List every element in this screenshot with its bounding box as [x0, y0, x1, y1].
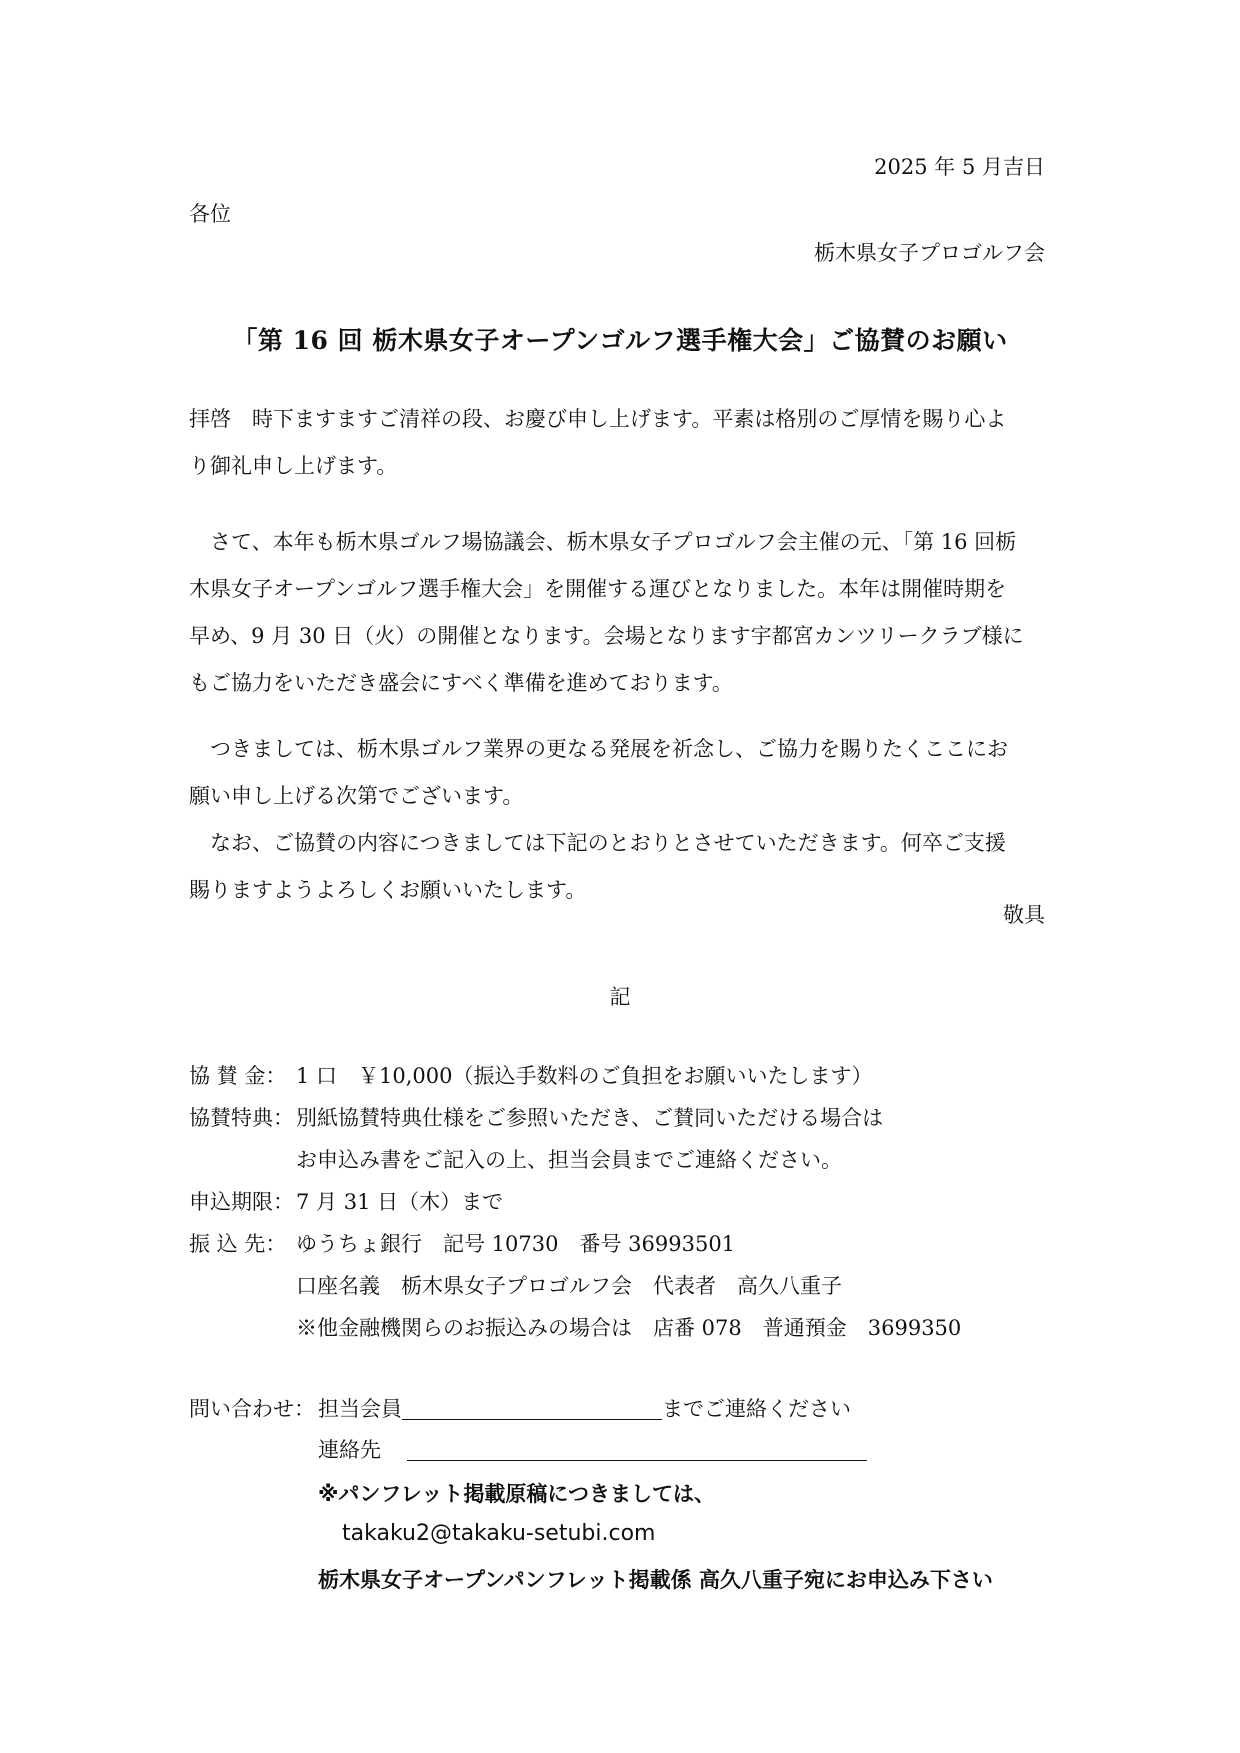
contact-label: 連絡先	[318, 1438, 381, 1462]
paragraph-line: 拝啓 時下ますますご清祥の段、お慶び申し上げます。平素は格別のご厚情を賜り心よ	[189, 407, 1007, 431]
paragraph-line: なお、ご協賛の内容につきましては下記のとおりとさせていただきます。何卒ご支援	[189, 831, 1006, 855]
paragraph-line: さて、本年も栃木県ゴルフ場協議会、栃木県女子プロゴルフ会主催の元、「第 16 回栃	[189, 530, 1017, 554]
member-line	[318, 1399, 851, 1420]
deadline-value: 7 月 31 日（木）まで	[296, 1190, 504, 1214]
transfer-label: 振 込 先：	[189, 1232, 287, 1256]
paragraph-line: 賜りますようよろしくお願いいたします。	[189, 878, 587, 902]
sender-organization: 栃木県女子プロゴルフ会	[814, 241, 1045, 265]
closing-keigu: 敬具	[1003, 903, 1045, 927]
document-date: 2025 年 5 月吉日	[874, 155, 1045, 179]
ki-heading: 記	[609, 985, 631, 1009]
benefit-line: お申込み書をご記入の上、担当会員までご連絡ください。	[296, 1148, 842, 1172]
contact-line	[318, 1440, 867, 1461]
amount-label: 協 賛 金：	[189, 1064, 287, 1088]
event-paragraph	[189, 519, 1049, 707]
contact-blank	[407, 1440, 867, 1461]
transfer-account-holder: 口座名義 栃木県女子プロゴルフ会 代表者 高久八重子	[296, 1274, 842, 1298]
contact-email: takaku2@takaku-setubi.com	[342, 1521, 656, 1546]
inquiry-label: 問い合わせ：	[189, 1397, 315, 1421]
transfer-bank: ゆうちょ銀行 記号 10730 番号 36993501	[296, 1232, 736, 1256]
paragraph-line: つきましては、栃木県ゴルフ業界の更なる発展を祈念し、ご協力を賜りたくここにお	[189, 737, 1008, 761]
member-suffix: までご連絡ください	[662, 1397, 851, 1421]
member-blank	[402, 1399, 662, 1420]
pamphlet-contact: 栃木県女子オープンパンフレット掲載係 高久八重子宛にお申込み下さい	[318, 1568, 993, 1592]
amount-value: 1 口 ￥10,000（振込手数料のご負担をお願いいたします）	[296, 1064, 873, 1088]
benefit-line: 別紙協賛特典仕様をご参照いただき、ご賛同いただける場合は	[296, 1106, 884, 1130]
addressee: 各位	[189, 202, 231, 226]
member-prefix: 担当会員	[318, 1397, 402, 1421]
paragraph-line: 願い申し上げる次第でございます。	[189, 784, 524, 808]
paragraph-line: もご協力をいただき盛会にすべく準備を進めております。	[189, 671, 733, 695]
benefit-label: 協賛特典：	[189, 1106, 294, 1130]
deadline-label: 申込期限：	[189, 1190, 294, 1214]
paragraph-line: 早め、9 月 30 日（火）の開催となります。会場となります宇都宮カンツリークラブ様に	[189, 624, 1024, 648]
paragraph-line: 木県女子オープンゴルフ選手権大会」を開催する運びとなりました。本年は開催時期を	[189, 577, 1007, 601]
transfer-other-banks: ※他金融機関らのお振込みの場合は 店番 078 普通預金 3699350	[296, 1316, 962, 1340]
paragraph-line: り御礼申し上げます。	[189, 454, 398, 478]
greeting-paragraph	[189, 396, 1049, 490]
pamphlet-note: ※パンフレット掲載原稿につきましては、	[318, 1482, 715, 1506]
document-title: 「第 16 回 栃木県女子オープンゴルフ選手権大会」ご協賛のお願い	[232, 326, 1008, 355]
request-paragraph	[189, 726, 1049, 914]
